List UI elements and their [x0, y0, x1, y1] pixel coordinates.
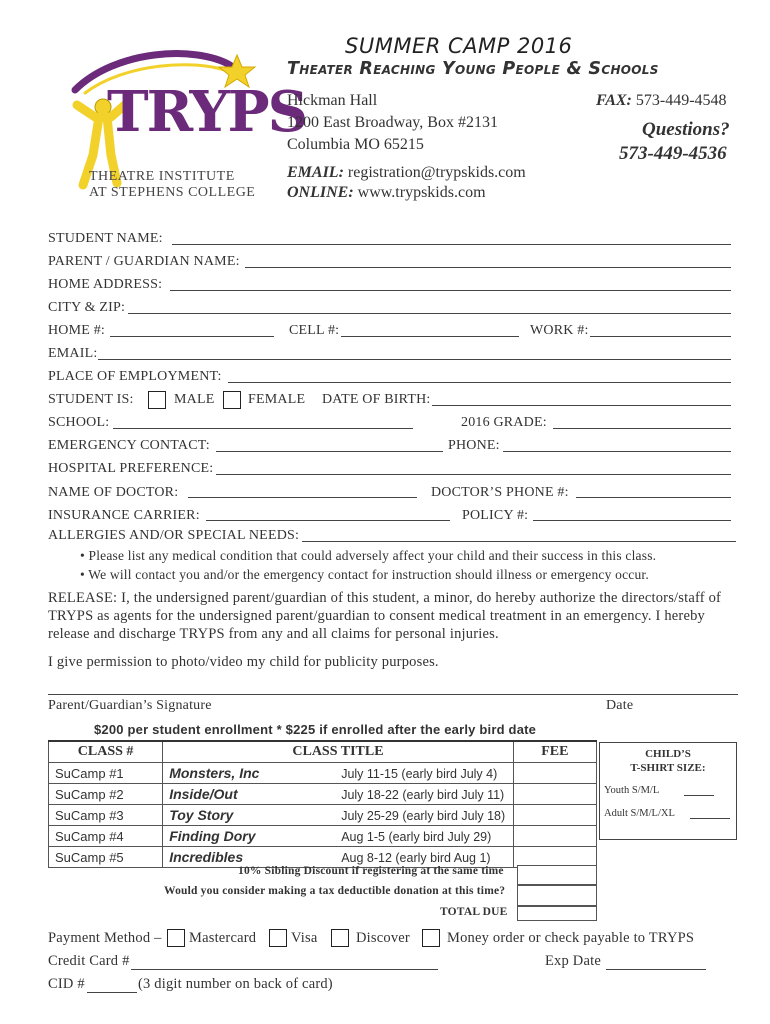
work-phone-field[interactable] [590, 336, 731, 337]
release-line-2: TRYPS as agents for the undersigned parent/guardian to consent medical treatment in an emergency. I hereby [48, 608, 705, 624]
tshirt-title-2: T-SHIRT SIZE: [630, 762, 706, 774]
tryps-logo [55, 45, 307, 205]
emergency-label: EMERGENCY CONTACT: [48, 438, 210, 453]
youth-size-label: Youth S/M/L [604, 785, 660, 796]
total-due-field[interactable] [517, 906, 597, 921]
class-number: SuCamp #3 [49, 805, 163, 826]
online-label: ONLINE: [287, 184, 354, 201]
class-title: Incredibles [169, 849, 244, 865]
class-title-cell [163, 826, 514, 847]
pricing-banner: $200 per student enrollment * $225 if enrolled after the early bird date [94, 722, 537, 737]
class-title: Finding Dory [169, 828, 256, 844]
doctor-field[interactable] [188, 497, 417, 498]
exp-date-field[interactable] [606, 969, 706, 970]
col-title-header: CLASS TITLE [163, 741, 514, 763]
signature-label: Parent/Guardian’s Signature [48, 698, 212, 713]
donation-label: Would you consider making a tax deductible donation at this time? [164, 885, 506, 897]
home-address-field[interactable] [170, 290, 731, 291]
cid-field[interactable] [87, 992, 137, 993]
donation-field[interactable] [517, 885, 597, 906]
class-dates: July 18-22 (early bird July 11) [341, 788, 505, 802]
email-field[interactable] [98, 359, 731, 360]
grade-field[interactable] [553, 428, 731, 429]
allergies-label: ALLERGIES AND/OR SPECIAL NEEDS: [48, 528, 300, 543]
credit-card-field[interactable] [131, 969, 438, 970]
city-zip-field[interactable] [128, 313, 731, 314]
doctor-label: NAME OF DOCTOR: [48, 485, 179, 500]
cid-note: (3 digit number on back of card) [138, 976, 333, 992]
logo-subtitle-2: AT STEPHENS COLLEGE [89, 185, 256, 200]
email-label-field: EMAIL: [48, 346, 98, 361]
allergies-field[interactable] [302, 541, 736, 542]
tshirt-title-1: CHILD’S [645, 748, 691, 760]
address-line-3: Columbia MO 65215 [287, 136, 424, 153]
fax-label: FAX: [596, 92, 632, 109]
class-dates: July 25-29 (early bird July 18) [341, 809, 506, 823]
class-number: SuCamp #2 [49, 784, 163, 805]
hospital-label: HOSPITAL PREFERENCE: [48, 461, 214, 476]
student-name-field[interactable] [172, 244, 731, 245]
page-subtitle: Theater Reaching Young People & Schools [287, 59, 659, 79]
payment-method-label: Payment Method – [48, 930, 162, 946]
mastercard-label: Mastercard [189, 930, 257, 946]
credit-card-label: Credit Card # [48, 953, 130, 969]
fax-number: 573-449-4548 [635, 92, 727, 109]
class-number: SuCamp #5 [49, 847, 163, 868]
hospital-field[interactable] [216, 474, 731, 475]
table-row [49, 826, 597, 847]
online-contact [287, 184, 486, 202]
page-title: SUMMER CAMP 2016 [345, 34, 573, 58]
employment-field[interactable] [228, 382, 731, 383]
emergency-field[interactable] [216, 451, 443, 452]
mastercard-checkbox[interactable] [167, 929, 185, 947]
adult-size-field[interactable] [690, 818, 730, 819]
table-row [49, 763, 597, 784]
col-class-header: CLASS # [49, 741, 163, 763]
email-contact [287, 164, 526, 182]
exp-date-label: Exp Date [545, 953, 601, 969]
sibling-discount-label: 10% Sibling Discount if registering at the same time [238, 865, 504, 877]
total-due-label: TOTAL DUE [440, 906, 508, 918]
class-number: SuCamp #1 [49, 763, 163, 784]
email-label: EMAIL: [287, 164, 344, 181]
release-line-1: RELEASE: I, the undersigned parent/guardian of this student, a minor, do hereby authorize the directors/staff of [48, 590, 722, 606]
address-line-1: Hickman Hall [287, 92, 378, 109]
visa-label: Visa [291, 930, 318, 946]
dob-field[interactable] [432, 405, 731, 406]
male-checkbox[interactable] [148, 391, 166, 409]
cell-phone-field[interactable] [341, 336, 519, 337]
col-fee-header: FEE [513, 741, 596, 763]
table-row [49, 805, 597, 826]
release-line-3: release and discharge TRYPS from any and all claims for personal injuries. [48, 626, 499, 642]
fee-cell[interactable] [513, 826, 596, 847]
address-line-2: 1200 East Broadway, Box #2131 [287, 114, 498, 131]
class-title: Monsters, Inc [169, 765, 260, 781]
email-link[interactable]: registration@trypskids.com [347, 164, 526, 181]
sibling-discount-field[interactable] [517, 865, 597, 885]
website-link[interactable]: www.trypskids.com [357, 184, 486, 201]
parent-name-label: PARENT / GUARDIAN NAME: [48, 254, 240, 269]
male-label: MALE [174, 392, 215, 407]
class-title: Toy Story [169, 807, 234, 823]
policy-label: POLICY #: [462, 508, 529, 523]
money-order-label: Money order or check payable to TRYPS [447, 930, 695, 946]
signature-field[interactable] [48, 694, 738, 695]
tshirt-size-box [599, 742, 737, 840]
cell-phone-label: CELL #: [289, 323, 340, 338]
doctor-phone-field[interactable] [576, 497, 731, 498]
student-name-label: STUDENT NAME: [48, 231, 163, 246]
discover-label: Discover [356, 930, 410, 946]
photo-permission: I give permission to photo/video my child for publicity purposes. [48, 654, 439, 670]
grade-label: 2016 GRADE: [461, 415, 547, 430]
city-zip-label: CITY & ZIP: [48, 300, 126, 315]
money-order-checkbox[interactable] [422, 929, 440, 947]
visa-checkbox[interactable] [269, 929, 287, 947]
class-title-cell [163, 763, 514, 784]
employment-label: PLACE OF EMPLOYMENT: [48, 369, 222, 384]
cid-label: CID # [48, 976, 85, 992]
questions-label: Questions? [642, 119, 730, 140]
insurance-field[interactable] [206, 520, 450, 521]
class-table [48, 740, 597, 868]
home-address-label: HOME ADDRESS: [48, 277, 163, 292]
fee-cell[interactable] [513, 784, 596, 805]
questions-phone: 573-449-4536 [619, 143, 727, 164]
medical-bullet-1: • Please list any medical condition that could adversely affect your child and their success in this class. [80, 548, 657, 563]
school-field[interactable] [113, 428, 413, 429]
class-dates: Aug 1-5 (early bird July 29) [341, 830, 492, 844]
parent-name-field[interactable] [245, 267, 731, 268]
class-title: Inside/Out [169, 786, 238, 802]
class-number: SuCamp #4 [49, 826, 163, 847]
table-row [49, 784, 597, 805]
work-phone-label: WORK #: [530, 323, 589, 338]
date-label: Date [606, 698, 634, 713]
fee-cell[interactable] [513, 805, 596, 826]
fax [596, 92, 727, 110]
class-dates: Aug 8-12 (early bird Aug 1) [341, 851, 491, 865]
table-header [49, 741, 597, 763]
home-phone-label: HOME #: [48, 323, 106, 338]
class-title-cell [163, 805, 514, 826]
logo-subtitle-1: THEATRE INSTITUTE [89, 169, 235, 184]
discover-checkbox[interactable] [331, 929, 349, 947]
female-checkbox[interactable] [223, 391, 241, 409]
dob-label: DATE OF BIRTH: [322, 392, 431, 407]
emergency-phone-field[interactable] [503, 451, 731, 452]
medical-bullet-2: • We will contact you and/or the emergency contact for instruction should illness or emergency occur. [80, 567, 649, 582]
insurance-label: INSURANCE CARRIER: [48, 508, 200, 523]
logo-wordmark: TRYPS [107, 79, 307, 145]
class-dates: July 11-15 (early bird July 4) [341, 767, 498, 781]
class-title-cell [163, 784, 514, 805]
home-phone-field[interactable] [110, 336, 274, 337]
policy-field[interactable] [533, 520, 731, 521]
female-label: FEMALE [248, 392, 306, 407]
adult-size-label: Adult S/M/L/XL [604, 808, 675, 819]
student-is-label: STUDENT IS: [48, 392, 134, 407]
youth-size-field[interactable] [684, 795, 714, 796]
school-label: SCHOOL: [48, 415, 110, 430]
fee-cell[interactable] [513, 763, 596, 784]
doctor-phone-label: DOCTOR’S PHONE #: [431, 485, 569, 500]
emergency-phone-label: PHONE: [448, 438, 500, 453]
